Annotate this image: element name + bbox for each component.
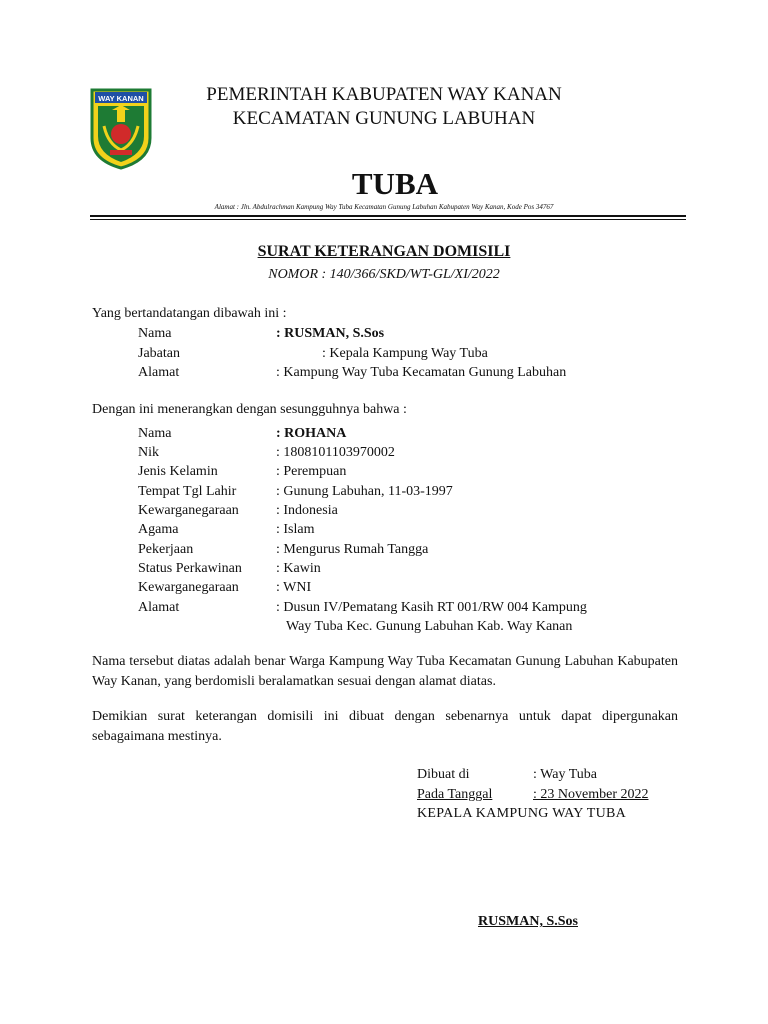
signer-signature-name: RUSMAN, S.Sos (478, 914, 578, 929)
person-address-continuation: Way Tuba Kec. Gunung Labuhan Kab. Way Kanan (286, 619, 573, 634)
person-label: Agama (138, 522, 179, 537)
person-label: Kewarganegaraan (138, 580, 239, 595)
person-value: : Indonesia (276, 503, 338, 518)
person-label: Alamat (138, 600, 180, 615)
signer-name-value: : RUSMAN, S.Sos (276, 326, 385, 341)
logo-text: WAY KANAN (98, 94, 144, 103)
signer-name-label: Nama (138, 326, 172, 341)
header-rule-thick (90, 215, 686, 217)
person-value: : 1808101103970002 (276, 445, 395, 460)
person-label: Status Perkawinan (138, 561, 242, 576)
person-value: : Islam (276, 522, 315, 537)
signer-address-label: Alamat (138, 365, 180, 380)
date-underline-gap (500, 786, 533, 804)
paragraph-2: Demikian surat keterangan domisili ini dibuat dengan sebenarnya untuk dapat dipergunakan sebagaimana mestinya. (92, 709, 678, 744)
person-label: Kewarganegaraan (138, 503, 239, 518)
person-value: : Perempuan (276, 464, 347, 479)
place-label: Dibuat di (417, 767, 470, 782)
person-label: Nama (138, 426, 172, 441)
letterhead-line2: KECAMATAN GUNUNG LABUHAN (232, 108, 536, 129)
paragraph-1: Nama tersebut diatas adalah benar Warga Kampung Way Tuba Kecamatan Gunung Labuhan Kabupaten Way Kanan, yang berdomisli beralamatkan sesuai dengan alamat diatas. (92, 654, 678, 689)
signer-position-value: : Kepala Kampung Way Tuba (322, 346, 488, 361)
signer-address-value: : Kampung Way Tuba Kecamatan Gunung Labuhan (276, 365, 567, 380)
date-value: : 23 November 2022 (533, 787, 649, 802)
header-rule-thin (90, 219, 686, 220)
letterhead-address: Alamat : Jln. Abdulrachman Kampung Way Tuba Kecamatan Gunung Labuhan Kabupaten Way Kanan, Kode Pos 34767 (214, 203, 554, 211)
person-label: Tempat Tgl Lahir (138, 484, 237, 499)
signer-office: KEPALA KAMPUNG WAY TUBA (417, 806, 627, 821)
person-value: : Gunung Labuhan, 11-03-1997 (276, 484, 453, 499)
signer-position-label: Jabatan (138, 346, 180, 361)
person-value: : Dusun IV/Pematang Kasih RT 001/RW 004 Kampung (276, 600, 587, 615)
person-value: : WNI (276, 580, 312, 595)
person-value: : ROHANA (276, 426, 347, 441)
letterhead-line1: PEMERINTAH KABUPATEN WAY KANAN (206, 84, 562, 105)
person-label: Pekerjaan (138, 542, 194, 557)
person-label: Nik (138, 445, 159, 460)
letterhead-office-line2: TUBA (351, 166, 439, 201)
person-value: : Mengurus Rumah Tangga (276, 542, 429, 557)
statement-text: Dengan ini menerangkan dengan sesungguhnya bahwa : (92, 402, 407, 417)
person-label: Jenis Kelamin (138, 464, 218, 479)
document-number: NOMOR : 140/366/SKD/WT-GL/XI/2022 (268, 267, 500, 282)
document-title: SURAT KETERANGAN DOMISILI (257, 243, 511, 260)
person-value: : Kawin (276, 561, 321, 576)
intro-text: Yang bertandatangan dibawah ini : (92, 306, 287, 321)
date-label: Pada Tanggal (417, 787, 493, 802)
place-value: : Way Tuba (533, 767, 597, 782)
